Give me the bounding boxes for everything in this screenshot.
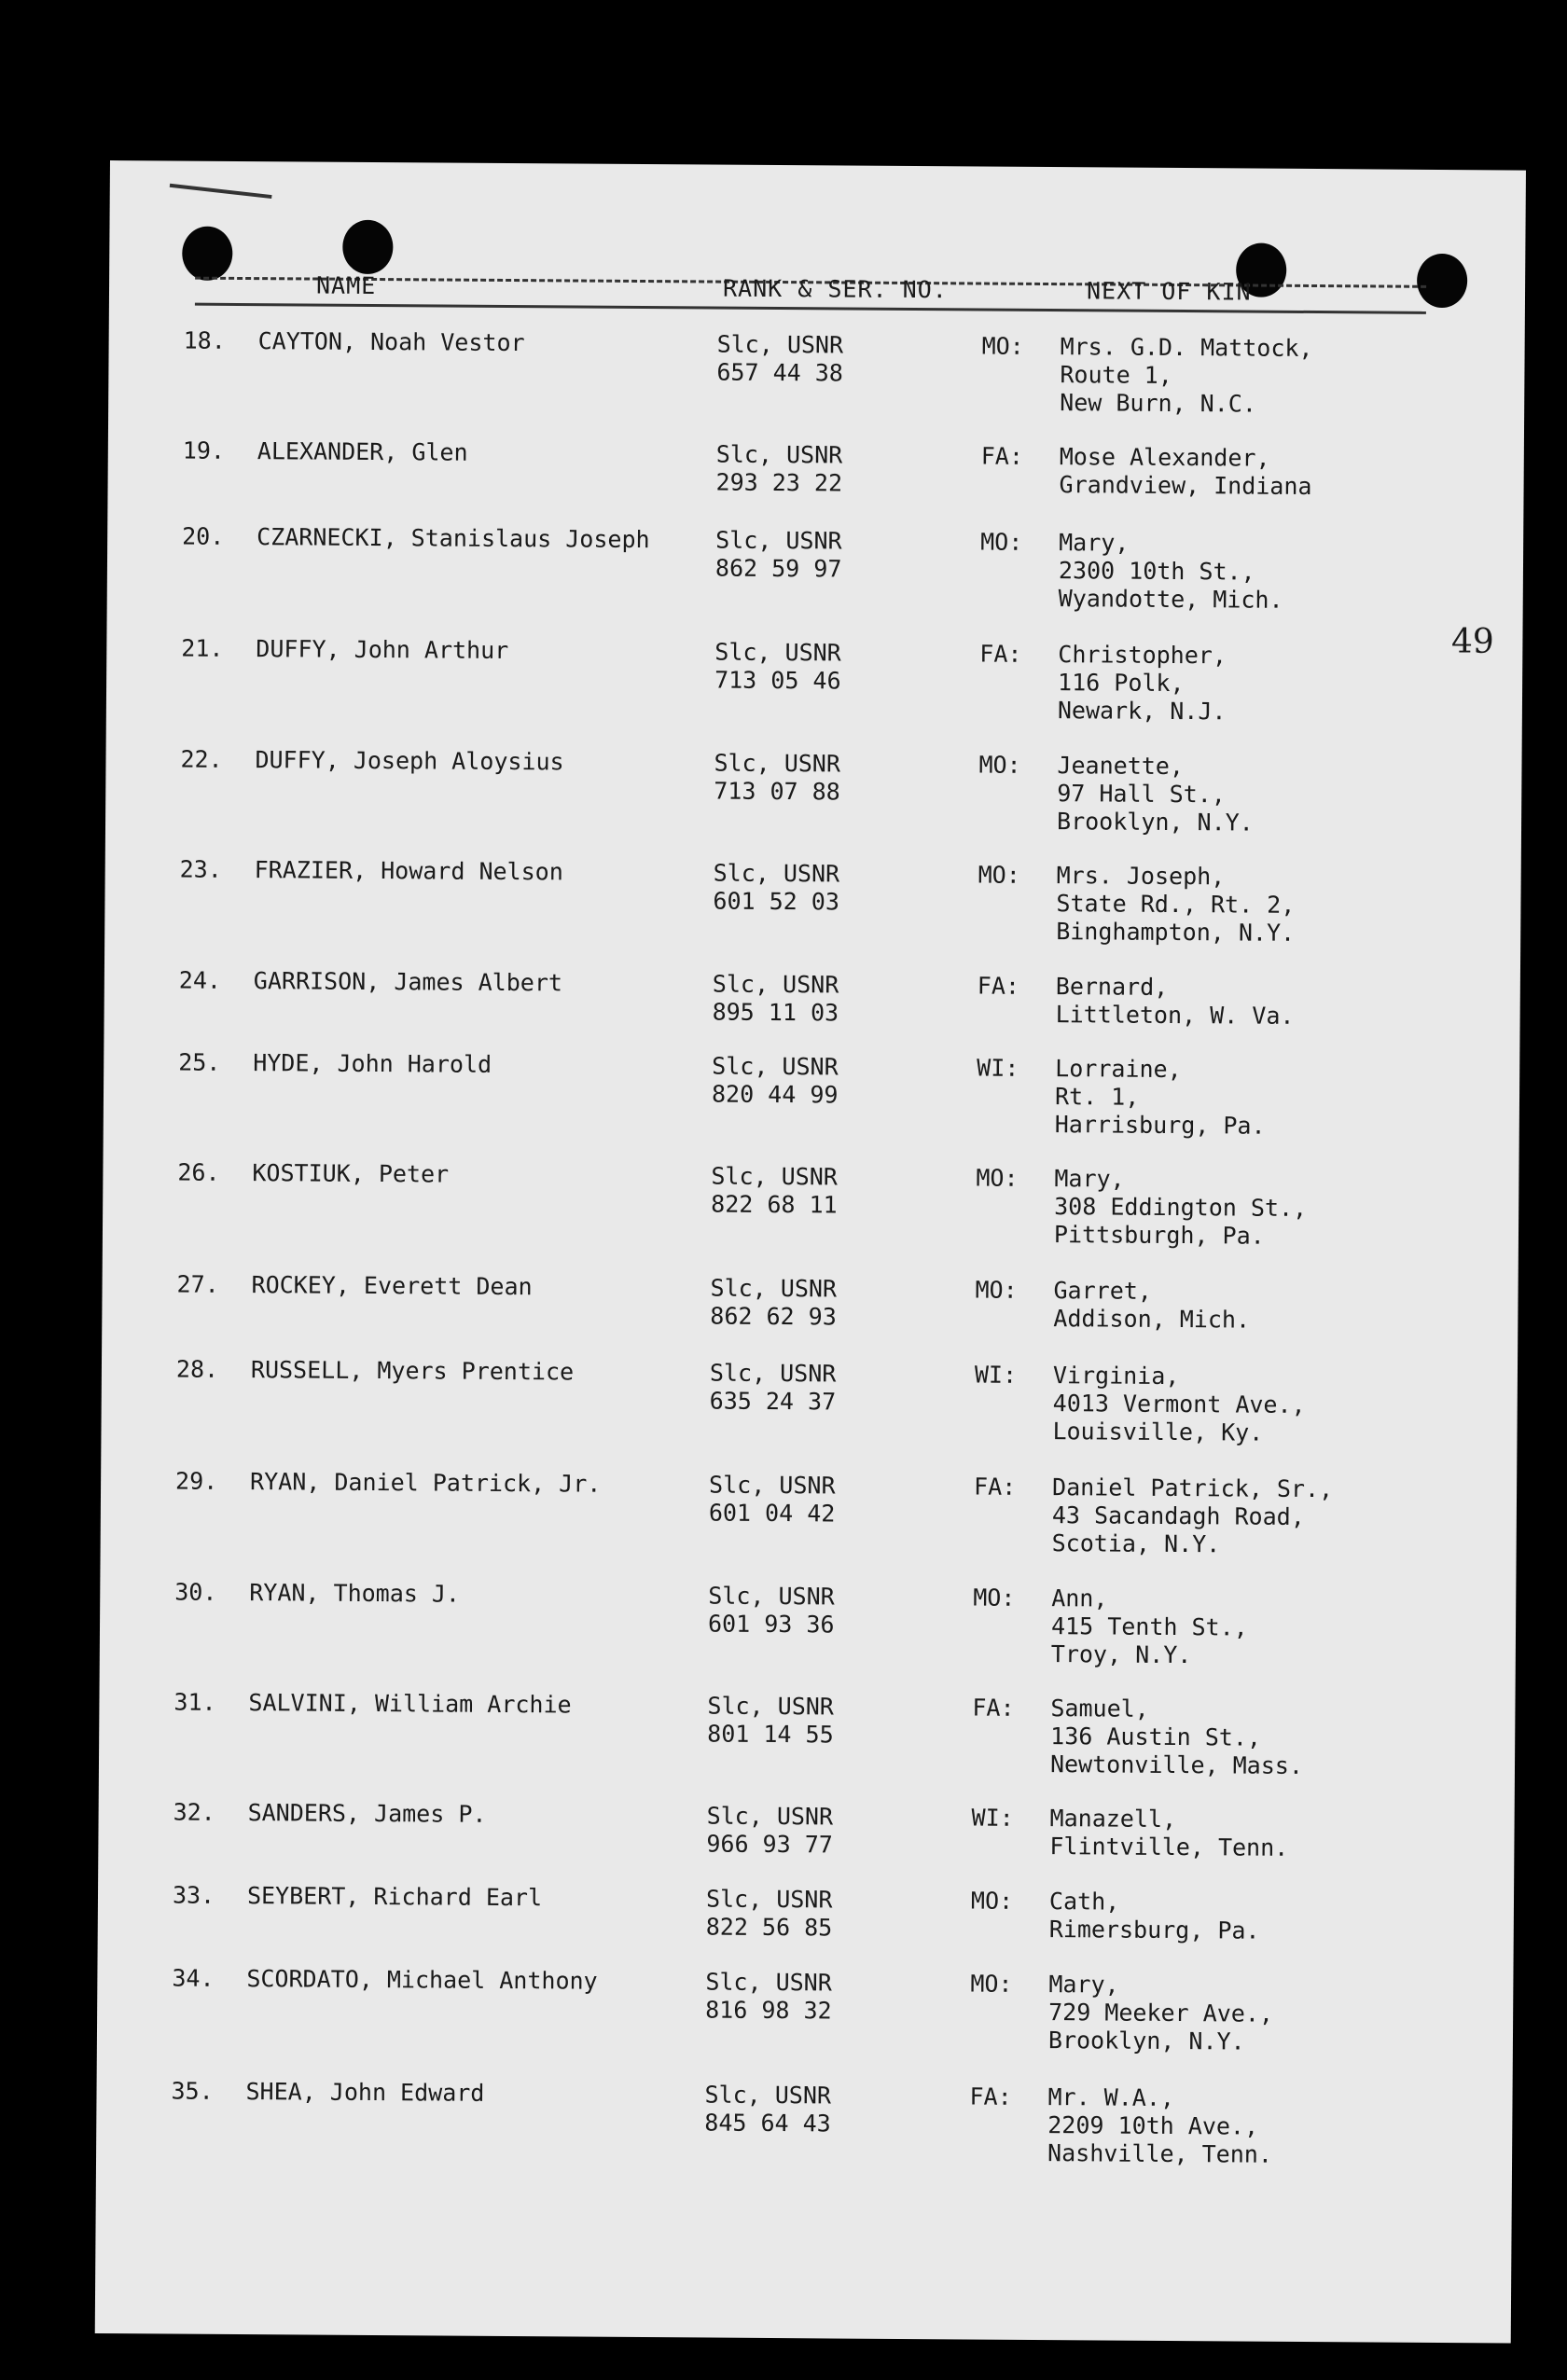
entry-number: 32. <box>173 1798 215 1826</box>
pen-mark <box>166 184 272 232</box>
entry-next-of-kin <box>1055 1055 1266 1141</box>
kin-line: Ann, <box>1051 1584 1108 1612</box>
kin-line: Binghampton, N.Y. <box>1056 918 1296 947</box>
entry-relation: FA: <box>969 2082 1012 2110</box>
entry-name: SHEA, John Edward <box>245 2078 485 2107</box>
entry-rank: Slc, USNR <box>710 1274 838 1303</box>
entry-rank: Slc, USNR <box>708 1582 835 1611</box>
kin-line: Lorraine, <box>1055 1055 1182 1084</box>
roster-entry <box>104 966 1520 1030</box>
entry-rank: Slc, USNR <box>706 1802 834 1831</box>
entry-number: 34. <box>172 1964 215 1992</box>
kin-line: Newark, N.J. <box>1057 697 1227 726</box>
entry-rank: Slc, USNR <box>712 1052 839 1081</box>
entry-name: SALVINI, William Archie <box>248 1689 572 1719</box>
entry-rank: Slc, USNR <box>712 970 839 999</box>
entry-rank-serial <box>708 1583 835 1640</box>
entry-number: 35. <box>171 2077 214 2105</box>
kin-line: 136 Austin St., <box>1050 1723 1262 1751</box>
entry-number: 28. <box>175 1355 219 1383</box>
kin-line: Nashville, Tenn. <box>1047 2139 1273 2168</box>
entry-rank: Slc, USNR <box>711 1162 838 1191</box>
entry-number: 31. <box>173 1688 216 1716</box>
entry-relation: WI: <box>977 1054 1019 1082</box>
entry-name: KOSTIUK, Peter <box>252 1159 450 1188</box>
kin-line: Mary, <box>1054 1165 1125 1193</box>
kin-line: Virginia, <box>1052 1362 1180 1391</box>
entry-rank: Slc, USNR <box>709 1359 837 1388</box>
entry-relation: MO: <box>970 1887 1014 1915</box>
roster-entry <box>97 1964 1513 2055</box>
entry-name: SCORDATO, Michael Anthony <box>246 1965 598 1995</box>
entry-rank: Slc, USNR <box>715 440 843 469</box>
kin-line: Louisville, Ky. <box>1052 1418 1264 1446</box>
entry-relation: MO: <box>975 1276 1018 1304</box>
entry-number: 26. <box>177 1158 220 1186</box>
kin-line: Jeanette, <box>1057 752 1185 781</box>
entry-rank: Slc, USNR <box>716 330 844 359</box>
kin-line: Brooklyn, N.Y. <box>1047 2027 1245 2055</box>
kin-line: Addison, Mich. <box>1053 1305 1251 1334</box>
entry-next-of-kin <box>1048 1971 1273 2056</box>
entry-serial-number: 713 07 88 <box>714 777 840 806</box>
entry-rank-serial <box>711 1163 838 1220</box>
page-number: 49 <box>1451 623 1494 661</box>
entry-rank: Slc, USNR <box>709 1471 836 1500</box>
entry-number: 19. <box>182 436 226 464</box>
kin-line: Samuel, <box>1050 1695 1149 1723</box>
column-header-name: NAME <box>315 271 377 299</box>
entry-rank-serial <box>710 1360 837 1417</box>
entry-serial-number: 635 24 37 <box>709 1387 837 1416</box>
entry-next-of-kin <box>1060 333 1313 419</box>
entry-number: 33. <box>172 1881 215 1909</box>
kin-line: Mary, <box>1048 1971 1119 1999</box>
kin-line: 4013 Vermont Ave., <box>1052 1390 1306 1418</box>
kin-line: 308 Eddington St., <box>1054 1193 1308 1222</box>
kin-line: Rimersburg, Pa. <box>1048 1916 1260 1944</box>
entry-name: CAYTON, Noah Vestor <box>257 327 525 357</box>
entry-serial-number: 822 56 85 <box>705 1913 833 1942</box>
entry-number: 27. <box>176 1270 219 1298</box>
kin-line: State Rd., Rt. 2, <box>1056 890 1296 919</box>
kin-line: Newtonville, Mass. <box>1049 1750 1304 1779</box>
kin-line: Mrs. G.D. Mattock, <box>1060 333 1313 363</box>
entry-relation: WI: <box>971 1804 1014 1832</box>
entry-name: FRAZIER, Howard Nelson <box>254 856 563 886</box>
entry-name: RYAN, Thomas J. <box>249 1579 461 1608</box>
entry-relation: MO: <box>981 332 1024 360</box>
roster-entry <box>107 522 1523 614</box>
entry-rank: Slc, USNR <box>713 859 840 888</box>
entry-next-of-kin <box>1049 1888 1260 1945</box>
kin-line: Route 1, <box>1060 361 1172 389</box>
entry-relation: FA: <box>977 972 1020 1000</box>
entry-number: 24. <box>178 966 222 994</box>
entry-name: RYAN, Daniel Patrick, Jr. <box>250 1468 602 1498</box>
entry-next-of-kin <box>1054 1165 1308 1251</box>
entry-relation: MO: <box>970 1970 1013 1998</box>
entry-next-of-kin <box>1056 973 1295 1031</box>
kin-line: Harrisburg, Pa. <box>1054 1111 1266 1140</box>
entry-next-of-kin <box>1049 1805 1288 1862</box>
entry-rank: Slc, USNR <box>714 749 841 778</box>
entry-rank-serial <box>712 1053 839 1110</box>
kin-line: Christopher, <box>1058 641 1227 670</box>
entry-rank-serial <box>715 441 842 498</box>
entry-serial-number: 657 44 38 <box>716 358 843 387</box>
entry-number: 20. <box>182 522 225 550</box>
entry-name: ALEXANDER, Glen <box>257 437 468 466</box>
entry-next-of-kin <box>1051 1584 1248 1669</box>
entry-relation: FA: <box>973 1473 1017 1501</box>
entry-rank-serial <box>709 1472 836 1529</box>
kin-line: Scotia, N.Y. <box>1051 1529 1221 1558</box>
entry-name: DUFFY, Joseph Aloysius <box>255 746 564 776</box>
entry-relation: WI: <box>974 1361 1018 1389</box>
entry-rank: Slc, USNR <box>715 526 842 555</box>
entry-next-of-kin <box>1053 1277 1250 1334</box>
entry-next-of-kin <box>1052 1474 1334 1559</box>
kin-line: Mary, <box>1059 529 1130 557</box>
kin-line: New Burn, N.C. <box>1060 389 1257 418</box>
entry-next-of-kin <box>1058 641 1227 726</box>
roster-entry <box>104 1158 1519 1250</box>
entry-number: 22. <box>180 745 223 773</box>
kin-line: 43 Sacandagh Road, <box>1051 1501 1305 1530</box>
punch-hole-left-1 <box>182 227 232 281</box>
entry-serial-number: 966 93 77 <box>706 1830 833 1859</box>
roster-entry <box>109 326 1525 418</box>
entry-next-of-kin <box>1052 1362 1306 1447</box>
roster-entry <box>100 1688 1516 1779</box>
roster-entry <box>105 855 1521 947</box>
entry-rank: Slc, USNR <box>714 638 841 667</box>
entry-rank: Slc, USNR <box>705 1885 833 1914</box>
kin-line: 729 Meeker Ave., <box>1048 1999 1274 2027</box>
entry-rank-serial <box>707 1693 834 1750</box>
entry-name: GARRISON, James Albert <box>253 967 563 997</box>
entry-rank-serial <box>715 527 842 584</box>
kin-line: Pittsburgh, Pa. <box>1053 1221 1265 1250</box>
entry-serial-number: 293 23 22 <box>715 468 843 497</box>
entry-rank-serial <box>706 1803 833 1860</box>
column-header-rank: RANK & SER. NO. <box>722 274 948 304</box>
entry-rank-serial <box>714 639 841 696</box>
roster-entry <box>104 1048 1519 1140</box>
kin-line: Mose Alexander, <box>1059 443 1270 472</box>
kin-line: Bernard, <box>1055 973 1169 1001</box>
entry-rank-serial <box>714 750 840 807</box>
entry-next-of-kin <box>1047 2083 1272 2169</box>
entry-serial-number: 862 62 93 <box>710 1302 837 1331</box>
kin-line: Littleton, W. Va. <box>1055 1001 1295 1030</box>
entry-relation: MO: <box>978 751 1021 779</box>
entry-relation: MO: <box>976 1164 1019 1192</box>
kin-line: Cath, <box>1048 1888 1120 1916</box>
roster-entry <box>100 1578 1516 1669</box>
entry-rank-serial <box>713 860 839 917</box>
entry-number: 18. <box>183 326 226 354</box>
entry-rank: Slc, USNR <box>705 1968 832 1997</box>
kin-line: Troy, N.Y. <box>1050 1640 1192 1669</box>
entry-number: 23. <box>179 855 222 883</box>
entry-next-of-kin <box>1059 443 1311 501</box>
entry-serial-number: 601 04 42 <box>708 1499 836 1528</box>
entry-serial-number: 601 52 03 <box>713 887 840 916</box>
entry-number: 29. <box>175 1467 218 1495</box>
entry-serial-number: 713 05 46 <box>714 666 841 695</box>
entry-rank-serial <box>705 1969 832 2026</box>
kin-line: Manazell, <box>1049 1805 1177 1833</box>
entry-rank-serial <box>710 1275 837 1332</box>
entry-rank: Slc, USNR <box>707 1692 835 1721</box>
entry-relation: FA: <box>972 1694 1015 1722</box>
punch-hole-left-2 <box>342 220 393 274</box>
entry-name: RUSSELL, Myers Prentice <box>250 1356 575 1386</box>
punch-hole-right-2 <box>1417 254 1467 308</box>
entry-name: SEYBERT, Richard Earl <box>246 1882 543 1912</box>
entry-rank-serial <box>706 1886 833 1943</box>
entry-number: 30. <box>174 1578 217 1606</box>
entry-name: HYDE, John Harold <box>253 1049 492 1078</box>
roster-entry <box>99 1798 1515 1861</box>
entry-next-of-kin <box>1050 1695 1304 1780</box>
kin-line: Flintville, Tenn. <box>1049 1833 1289 1861</box>
roster-entry <box>106 745 1522 837</box>
entry-name: SANDERS, James P. <box>247 1799 487 1828</box>
entry-name: DUFFY, John Arthur <box>256 635 509 664</box>
entry-rank-serial <box>704 2082 831 2138</box>
entry-next-of-kin <box>1059 529 1283 615</box>
kin-line: 2300 10th St., <box>1058 557 1255 586</box>
entry-next-of-kin <box>1057 752 1254 837</box>
roster-entry <box>103 1270 1518 1334</box>
kin-line: Rt. 1, <box>1054 1083 1140 1111</box>
entry-name: ROCKEY, Everett Dean <box>251 1271 533 1301</box>
entry-serial-number: 862 59 97 <box>714 554 842 583</box>
roster-entry <box>101 1467 1517 1558</box>
entry-name: CZARNECKI, Stanislaus Joseph <box>257 523 650 554</box>
entry-serial-number: 845 64 43 <box>704 2109 831 2138</box>
entry-relation: MO: <box>980 528 1023 556</box>
kin-line: Grandview, Indiana <box>1059 471 1312 501</box>
kin-line: Mrs. Joseph, <box>1056 862 1226 891</box>
entry-serial-number: 801 14 55 <box>707 1720 834 1749</box>
entry-rank-serial <box>716 331 843 388</box>
kin-line: Wyandotte, Mich. <box>1058 585 1283 614</box>
entry-relation: FA: <box>979 640 1022 668</box>
entry-serial-number: 816 98 32 <box>705 1996 832 2025</box>
entry-rank-serial <box>713 971 839 1028</box>
kin-line: Garret, <box>1053 1277 1153 1305</box>
kin-line: 2209 10th Ave., <box>1047 2111 1259 2140</box>
entry-serial-number: 820 44 99 <box>711 1080 839 1109</box>
entry-serial-number: 895 11 03 <box>712 998 839 1027</box>
entry-relation: MO: <box>978 861 1020 889</box>
roster-entry <box>98 1881 1514 1944</box>
kin-line: Mr. W.A., <box>1047 2083 1175 2112</box>
roster-entry <box>102 1355 1518 1446</box>
column-header-kin: NEXT OF KIN <box>1086 277 1252 306</box>
document-page <box>95 160 1526 2344</box>
entry-serial-number: 822 68 11 <box>711 1190 838 1219</box>
roster-entry <box>108 436 1524 501</box>
roster-entry <box>97 2077 1513 2168</box>
entry-relation: MO: <box>973 1584 1016 1612</box>
entry-rank: Slc, USNR <box>704 2081 832 2110</box>
entry-relation: FA: <box>980 442 1024 470</box>
entry-number: 21. <box>181 634 224 662</box>
kin-line: 116 Polk, <box>1058 669 1185 698</box>
entry-serial-number: 601 93 36 <box>707 1610 835 1639</box>
entry-number: 25. <box>178 1048 221 1076</box>
kin-line: 415 Tenth St., <box>1050 1612 1248 1641</box>
kin-line: Brooklyn, N.Y. <box>1056 808 1254 837</box>
entry-next-of-kin <box>1056 862 1295 948</box>
kin-line: Daniel Patrick, Sr., <box>1051 1474 1334 1503</box>
kin-line: 97 Hall St., <box>1057 780 1227 809</box>
